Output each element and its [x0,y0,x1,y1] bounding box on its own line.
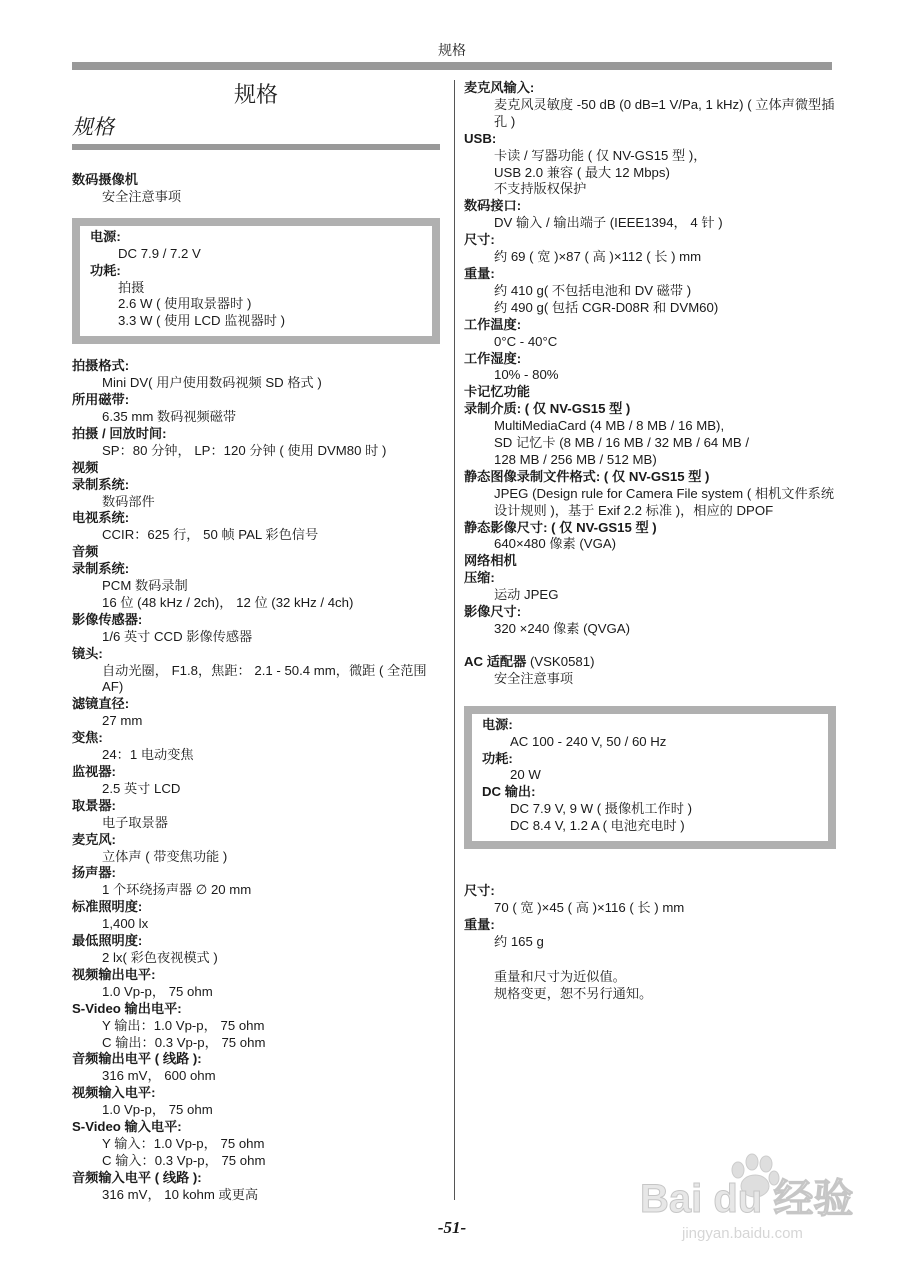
spec-item [72,172,440,206]
spec-item [464,232,836,266]
spec-item [72,696,440,730]
spec-label: 数码摄像机 [72,172,138,187]
spec-value: C 输出：0.3 Vp-p， 75 ohm [102,1034,266,1050]
spec-value: 70 ( 宽 )×45 ( 高 )×116 ( 长 ) mm [494,899,685,915]
spec-item [464,401,836,469]
spec-item [482,717,820,751]
spec-value: 1.0 Vp-p， 75 ohm [102,983,213,999]
spec-label: 录制系统: [72,561,130,577]
spec-label: 音频输出电平 ( 线路 ): [72,1051,202,1067]
spec-value: 立体声 ( 带变焦功能 ) [102,848,228,864]
spec-value: 20 W [510,767,541,783]
spec-label: 静态影像尺寸: ( 仅 NV-GS15 型 ) [464,519,657,535]
spec-item [464,317,836,351]
watermark-url: jingyan.baidu.com [682,1225,803,1242]
spec-value: 约 165 g [494,933,544,949]
spec-item [90,229,424,263]
spec-label: S-Video 输出电平: [72,1000,182,1016]
spec-value: AC 100 - 240 V, 50 / 60 Hz [510,733,667,749]
spec-label: 电视系统: [72,510,130,526]
spec-value: 麦克风灵敏度 -50 dB (0 dB=1 V/Pa, 1 kHz) ( 立体声微型插孔 ) [494,96,835,129]
header-rule [72,62,832,70]
spec-value: 电子取景器 [102,814,168,830]
spec-value: 不支持版权保护 [494,181,587,197]
spec-label: 标准照明度: [72,899,143,915]
spec-item [72,544,440,561]
spec-value: 640×480 像素 (VGA) [494,536,617,552]
spec-label: 电源: [90,228,121,244]
spec-item [72,460,440,477]
spec-item [72,730,440,764]
spec-label: 所用磁带: [72,392,130,408]
spec-value: 2.6 W ( 使用取景器时 ) [118,296,252,312]
spec-value: PCM 数码录制 [102,578,188,594]
adapter-power-box [464,706,836,849]
spec-value: DC 7.9 / 7.2 V [118,245,201,261]
spec-item [72,612,440,646]
spec-value: 24：1 电动变焦 [102,747,194,763]
spec-label: 拍摄 / 回放时间: [72,425,167,441]
spec-label: 网络相机 [464,553,517,569]
spec-label: 工作温度: [464,316,522,332]
spec-label: 扬声器: [72,865,116,881]
spec-label: 功耗: [482,750,513,766]
spec-value: 数码部件 [102,493,155,509]
spec-value: 316 mV， 600 ohm [102,1068,216,1084]
spec-item [72,1001,440,1052]
spec-label: 拍摄格式: [72,358,130,374]
spec-label: 静态图像录制文件格式: ( 仅 NV-GS15 型 ) [464,468,710,484]
spec-item [464,520,836,554]
page-title: 规格 [233,82,278,107]
spec-value: 128 MB / 256 MB / 512 MB) [494,451,657,467]
ac-adapter-model: (VSK0581) [529,653,595,669]
spec-label: 数码接口: [464,198,522,214]
spec-value: 320 ×240 像素 (QVGA) [494,621,630,636]
spec-label: 视频 [72,459,99,475]
spec-item [72,798,440,832]
camera-spec-list [72,358,440,1203]
spec-value: SD 记忆卡 (8 MB / 16 MB / 32 MB / 64 MB / [494,435,750,451]
spec-value: 安全注意事项 [102,188,182,204]
spec-value: 1/6 英寸 CCD 影像传感器 [102,628,253,644]
spec-value: 1 个环绕扬声器 ∅ 20 mm [102,882,252,898]
spec-value: 16 位 (48 kHz / 2ch)， 12 位 (32 kHz / 4ch) [102,594,354,610]
spec-label: 麦克风输入: [464,80,535,95]
spec-label: 重量: [464,265,495,281]
baidu-jingyan-watermark [640,1150,870,1245]
spec-label: 压缩: [464,570,495,586]
spec-label: 最低照明度: [72,933,143,949]
spec-value: DC 7.9 V, 9 W ( 摄像机工作时 ) [510,801,692,817]
spec-value: JPEG (Design rule for Camera File system ( 相机文件系统设计规则 )，基于 Exif 2.2 标准 )，相应的 DPOF [494,485,835,518]
running-header: 规格 [438,42,466,58]
spec-value: 316 mV， 10 kohm 或更高 [102,1186,259,1202]
ac-adapter-note: 安全注意事项 [494,670,574,686]
watermark-brand: Bai du 经验 [640,1177,854,1221]
spec-value: DC 8.4 V, 1.2 A ( 电池充电时 ) [510,818,685,834]
spec-label: 麦克风: [72,831,116,847]
spec-item [464,351,836,385]
spec-label: 视频输入电平: [72,1085,156,1101]
spec-label: 视频输出电平: [72,966,156,982]
spec-value: 2.5 英寸 LCD [102,780,181,796]
spec-value: Mini DV( 用户使用数码视频 SD 格式 ) [102,375,322,391]
spec-item [72,1170,440,1204]
spec-value: 约 490 g( 包括 CGR-D08R 和 DVM60) [494,299,719,315]
spec-label: 尺寸: [464,883,495,899]
spec-value: 1.0 Vp-p， 75 ohm [102,1102,213,1118]
note-change: 规格变更，恕不另行通知。 [494,985,653,1001]
spec-value: 6.35 mm 数码视频磁带 [102,408,237,424]
spec-item [72,646,440,697]
spec-label: 影像传感器: [72,611,143,627]
spec-value: CCIR：625 行， 50 帧 PAL 彩色信号 [102,527,319,543]
spec-label: 录制介质: ( 仅 NV-GS15 型 ) [464,401,631,417]
spec-value: 约 69 ( 宽 )×87 ( 高 )×112 ( 长 ) mm [494,249,702,265]
spec-item [72,832,440,866]
spec-value: 1,400 lx [102,916,149,932]
left-column [72,80,440,1204]
spec-label: 电源: [482,716,513,732]
spec-item [72,1085,440,1119]
spec-value: 27 mm [102,713,143,729]
spec-item [464,883,836,917]
spec-item [464,570,836,604]
spec-label: 尺寸: [464,232,495,248]
spec-label: 镜头: [72,645,103,661]
spec-item [72,967,440,1001]
spec-value: Y 输出：1.0 Vp-p， 75 ohm [102,1017,265,1033]
spec-label: 影像尺寸: [464,604,522,620]
spec-label: S-Video 输入电平: [72,1119,182,1135]
camera-power-box [72,218,440,344]
spec-value: MultiMediaCard (4 MB / 8 MB / 16 MB), [494,418,725,434]
spec-value: DV 输入 / 输出端子 (IEEE1394， 4 针 ) [494,215,723,231]
camera-intro [72,172,440,206]
spec-item [72,899,440,933]
spec-label: 功耗: [90,262,121,278]
spec-label: 音频 [72,544,99,560]
spec-item [72,1119,440,1170]
spec-item [72,510,440,544]
spec-label: DC 输出: [482,784,536,800]
adapter-spec-list [464,883,836,951]
section-title: 规格 [72,114,440,150]
column-divider [454,80,455,1200]
camera-spec-list-continued [464,80,836,638]
spec-label: 变焦: [72,730,103,746]
spec-value: C 输入：0.3 Vp-p， 75 ohm [102,1152,266,1168]
spec-value: 拍摄 [118,279,145,295]
spec-item [482,751,820,785]
spec-item [464,131,836,199]
spec-item [464,917,836,951]
spec-item [72,764,440,798]
spec-value: 3.3 W ( 使用 LCD 监视器时 ) [118,313,286,329]
spec-value: 0°C - 40°C [494,333,558,349]
spec-item [482,784,820,835]
right-column [464,80,836,1003]
spec-value: 10% - 80% [494,367,559,383]
note-approx: 重量和尺寸为近似值。 [494,968,626,984]
spec-label: 卡记忆功能 [464,384,530,400]
page-number: -51- [437,1218,467,1237]
spec-label: 工作湿度: [464,350,522,366]
spec-item [72,1051,440,1085]
spec-value: 卡读 / 写器功能 ( 仅 NV-GS15 型 )， [494,147,707,163]
spec-value: 2 lx( 彩色夜视模式 ) [102,949,218,965]
spec-value: 运动 JPEG [494,587,559,603]
spec-item [464,384,836,401]
spec-value: USB 2.0 兼容 ( 最大 12 Mbps) [494,164,670,180]
spec-item [72,933,440,967]
spec-item [464,80,836,131]
spec-value: SP：80 分钟， LP：120 分钟 ( 使用 DVM80 时 ) [102,442,387,458]
spec-item [72,392,440,426]
spec-item [464,198,836,232]
spec-value: 约 410 g( 不包括电池和 DV 磁带 ) [494,282,692,298]
spec-value: Y 输入：1.0 Vp-p， 75 ohm [102,1135,265,1151]
spec-item [90,263,424,331]
spec-item [72,561,440,612]
spec-item [464,469,836,520]
ac-adapter-label: AC 适配器 [464,653,527,669]
spec-item [464,266,836,317]
ac-adapter-heading [464,654,836,688]
spec-item [72,426,440,460]
spec-value: 自动光圈， F1.8，焦距： 2.1 - 50.4 mm，微距 ( 全范围 AF) [102,662,427,695]
spec-label: 滤镜直径: [72,696,130,712]
spec-item [72,358,440,392]
spec-label: 重量: [464,916,495,932]
spec-item [464,553,836,570]
spec-label: 取景器: [72,797,116,813]
spec-label: USB: [464,130,497,146]
spec-item [464,604,836,638]
spec-label: 音频输入电平 ( 线路 ): [72,1169,202,1185]
spec-item [72,865,440,899]
spec-label: 录制系统: [72,476,130,492]
spec-label: 监视器: [72,764,116,779]
spec-item [72,477,440,511]
